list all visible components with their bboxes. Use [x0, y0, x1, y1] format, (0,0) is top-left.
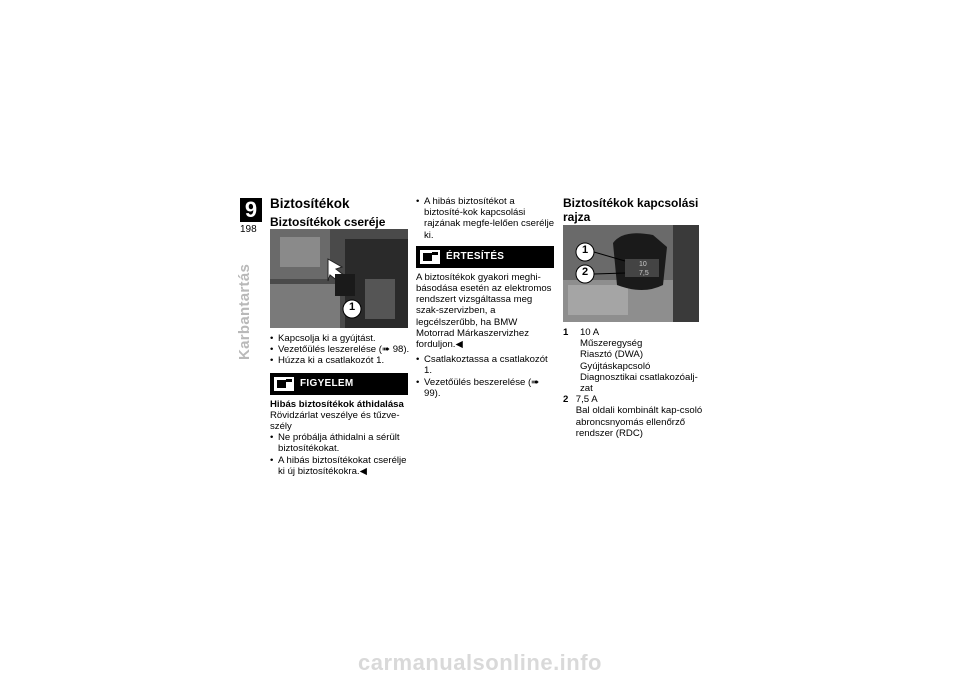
step-list-2	[416, 196, 556, 241]
list-item: • Húzza ki a csatlakozót 1.	[270, 355, 410, 366]
watermark: carmanualsonline.info	[358, 650, 602, 675]
legend-line: 7,5 A	[575, 394, 598, 406]
legend-row	[563, 327, 703, 394]
fuse-legend	[563, 327, 703, 439]
legend-number: 2	[563, 394, 569, 406]
section-title: Karbantartás	[236, 263, 253, 360]
legend-line: Műszeregység	[579, 338, 643, 350]
legend-line: Gyújtáskapcsoló	[579, 360, 651, 372]
column-3	[563, 196, 703, 224]
legend-number: 1	[563, 327, 569, 338]
legend-text	[580, 327, 703, 394]
fuse-replace-illustration	[270, 229, 408, 328]
callout-1: 1	[348, 301, 356, 313]
fuse-label-10: 10	[639, 261, 647, 268]
legend-line: abroncsnyomás ellenőrző rendszer (RDC)	[575, 416, 686, 439]
warning-title: Hibás biztosítékok áthidalása	[270, 398, 404, 410]
legend-line: 10 A	[579, 327, 600, 338]
legend-row	[563, 394, 703, 439]
list-item: • A hibás biztosítékokat cserélje ki új biztosítékokra.◀	[270, 455, 410, 477]
list-item: • A hibás biztosítékot a biztosíté-kok kapcsolási rajzának megfe-lelően cserélje ki.	[416, 196, 556, 241]
notice-text: A biztosítékok gyakori meghi-básodása esetén az elektromos rendszert vizsgáltassa meg szak-szervizben, a legcélszerűbb, ha BMW Motorrad Márkaszervizhez forduljon.◀	[416, 271, 552, 351]
step-list-3	[416, 354, 556, 399]
callout-2: 2	[581, 266, 589, 278]
fuse-label-7-5: 7,5	[639, 270, 649, 277]
step-list-1	[270, 333, 410, 367]
warning-steps	[270, 432, 410, 477]
page-title: Biztosítékok	[270, 196, 350, 211]
warning-banner	[270, 373, 408, 395]
legend-line: Bal oldali kombinált kap-csoló	[575, 405, 703, 417]
fuse-replace-photo	[270, 229, 408, 328]
warning-label: FIGYELEM	[300, 378, 354, 389]
callout-1: 1	[581, 244, 589, 256]
warning-hand-icon	[274, 377, 294, 391]
legend-line: Riasztó (DWA)	[579, 349, 644, 361]
section-heading-fuse-replace: Biztosítékok cseréje	[270, 215, 386, 229]
list-item: • Vezetőülés beszerelése (➠ 99).	[416, 377, 556, 399]
legend-text	[576, 394, 703, 439]
fuse-diagram-photo	[563, 225, 699, 322]
legend-line: Diagnosztikai csatlakozóalj-zat	[579, 371, 698, 395]
chapter-number: 9	[240, 198, 262, 222]
page-number: 198	[240, 224, 257, 235]
column-1	[270, 196, 410, 229]
column-2	[416, 196, 556, 399]
list-item: • Csatlakoztassa a csatlakozót 1.	[416, 354, 556, 376]
notice-banner	[416, 246, 554, 268]
notice-hand-icon	[420, 250, 440, 264]
list-item: • Kapcsolja ki a gyújtást.	[270, 333, 410, 344]
warning-text: Rövidzárlat veszélye és tűzve-szély	[270, 409, 400, 433]
list-item: • Vezetőülés leszerelése (➠ 98).	[270, 344, 410, 355]
column-1-body	[270, 333, 410, 477]
list-item: • Ne próbálja áthidalni a sérült biztosítékokat.	[270, 432, 410, 454]
section-heading-fuse-diagram: Biztosítékok kapcsolási rajza	[563, 196, 699, 224]
notice-label: ÉRTESÍTÉS	[446, 251, 505, 263]
